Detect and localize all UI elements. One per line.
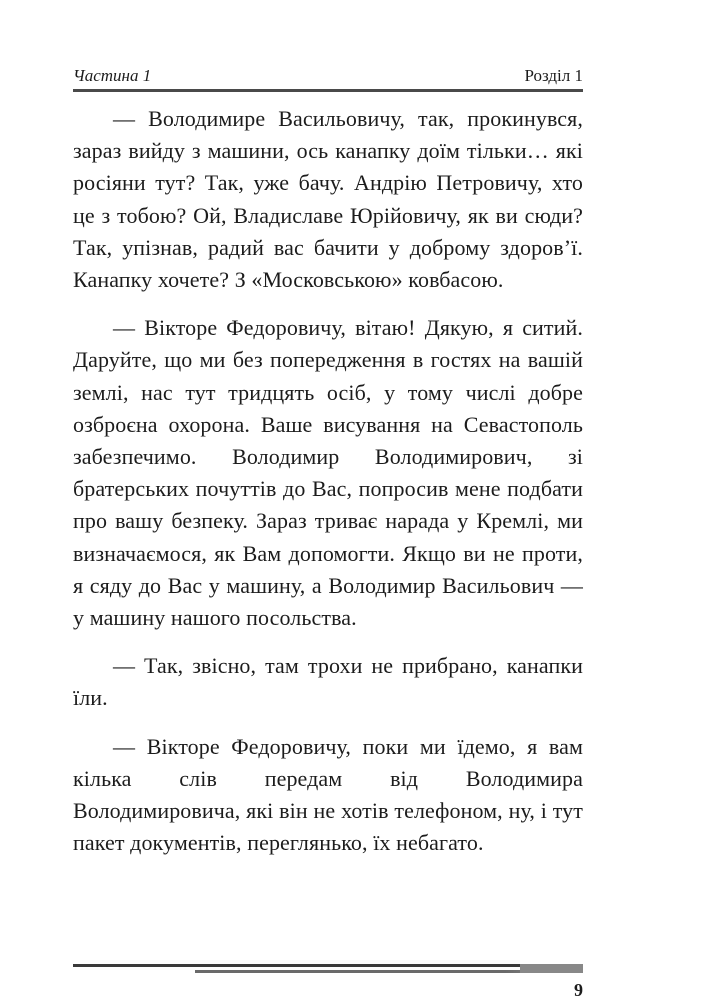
header-rule (73, 89, 583, 92)
paragraph: — Вікторе Федоровичу, вітаю! Дякую, я ситий. Даруйте, що ми без попередження в гостях на вашій землі, нас тут тридцять осіб, у тому числі добре озброєна охорона. Ваше висування на Севастополь забезпечимо. Володимир Володимирович, зі братерських почуттів до Вас, попросив мене подбати про вашу безпеку. Зараз триває нарада у Кремлі, ми визначаємося, як Вам допомогти. Якщо ви не проти, я сяду до Вас у машину, а Володимир Васильович — у машину нашого посольства. (73, 315, 583, 631)
footer-rule-accent (520, 964, 583, 973)
chapter-title: Розділ 1 (524, 66, 583, 85)
footer-rule (73, 964, 531, 967)
body-text (73, 103, 583, 875)
paragraph: — Вікторе Федоровичу, поки ми їдемо, я вам кілька слів передам від Володимира Володимировича, які він не хотів телефоном, ну, і тут пакет документів, переглянько, їх небагато. (73, 733, 583, 856)
part-title: Частина 1 (73, 66, 152, 85)
paragraph: — Володимире Васильовичу, так, прокинувся, зараз вийду з машини, ось канапку доїм тільки… які росіяни тут? Так, уже бачу. Андрію Петровичу, хто це з тобою? Ой, Владиславе Юрійовичу, як ви сюди? Так, упізнав, радий вас бачити у доброму здоров’ї. Канапку хочете? З «Московською» ковбасою. (73, 106, 583, 293)
paragraph: — Так, звісно, там трохи не прибрано, канапки їли. (73, 653, 583, 711)
running-header (73, 60, 583, 86)
page-number: 9 (574, 980, 583, 1000)
